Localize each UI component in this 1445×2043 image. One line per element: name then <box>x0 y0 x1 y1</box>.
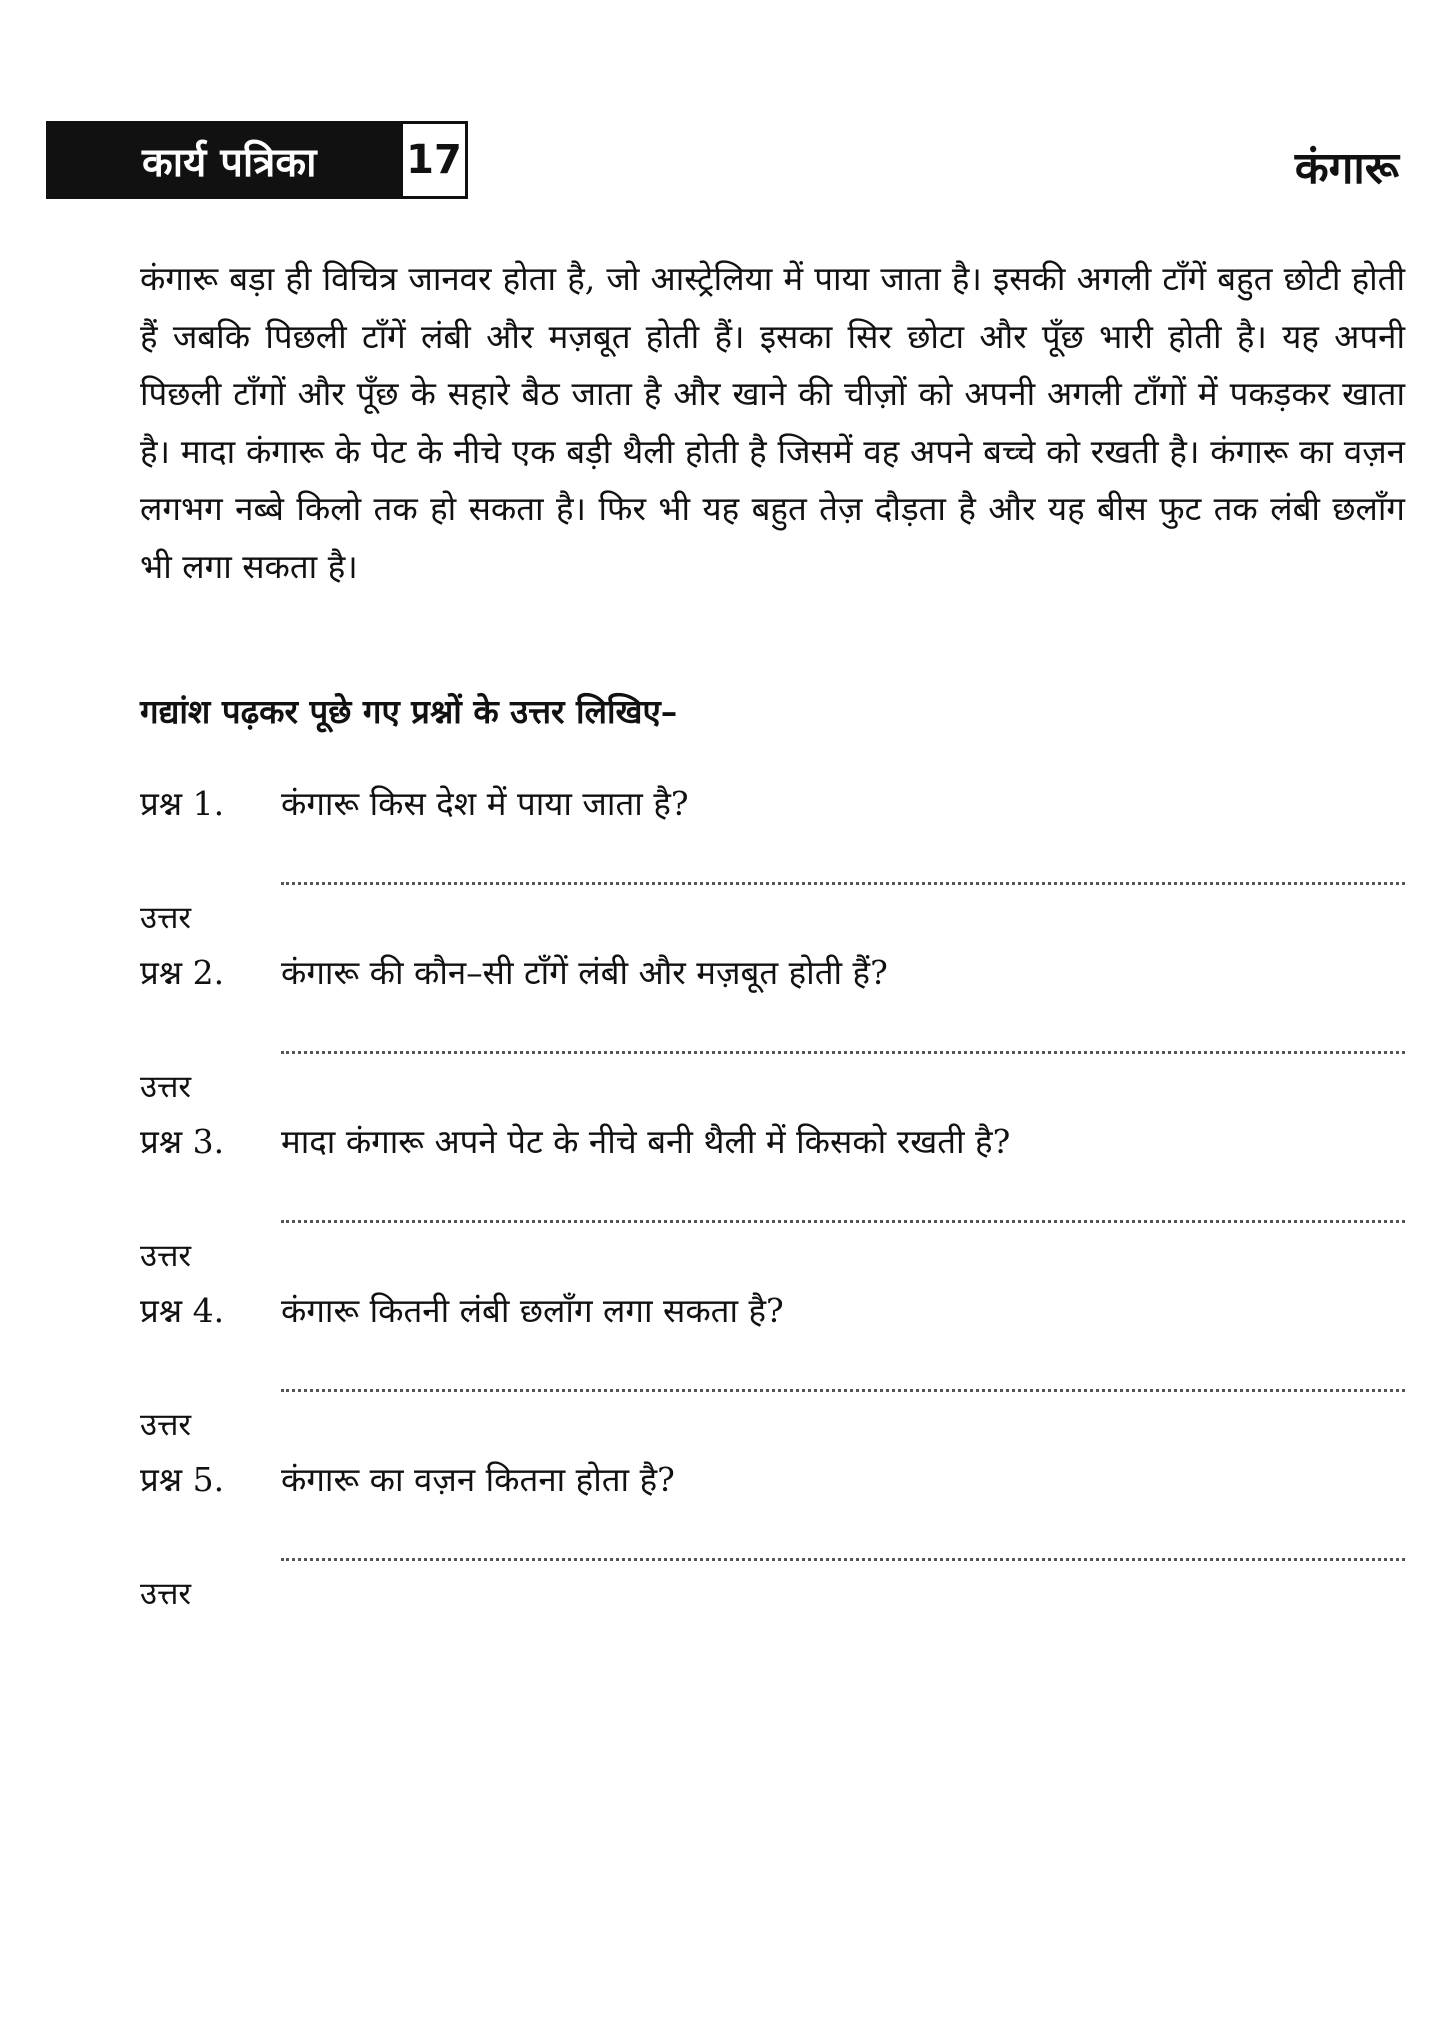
question-number: प्रश्न 5. <box>140 1460 225 1499</box>
answer-label: उत्तर <box>140 1576 192 1612</box>
passage-text: कंगारू बड़ा ही विचित्र जानवर होता है, जो आस्ट्रेलिया में पाया जाता है। इसकी अगली टाँगें बहुत छोटी होती हैं जबकि पिछली टाँगें लंबी और मज़बूत होती हैं। इसका सिर छोटा और पूँछ भारी होती है। यह अपनी पिछली टाँगों और पूँछ के सहारे बैठ जाता है और खाने की चीज़ों को अपनी अगली टाँगों में पकड़कर खाता है। मादा कंगारू के पेट के नीचे एक बड़ी थैली होती है जिसमें वह अपने बच्चे को रखती है। कंगारू का वज़न लगभग नब्बे किलो तक हो सकता है। फिर भी यह बहुत तेज़ दौड़ता है और यह बीस फुट तक लंबी छलाँग भी लगा सकता है। <box>140 259 1405 586</box>
question-block-5 <box>140 1448 1405 1618</box>
answer-line[interactable] <box>281 1389 1405 1392</box>
question-text: कंगारू कितनी लंबी छलाँग लगा सकता है? <box>281 1291 784 1330</box>
question-number: प्रश्न 2. <box>140 953 225 992</box>
question-row <box>140 941 1405 1001</box>
answer-row <box>140 1001 1405 1111</box>
answer-row <box>140 1508 1405 1618</box>
page-title: कंगारू <box>1294 143 1399 194</box>
answer-line[interactable] <box>281 882 1405 885</box>
question-block-3 <box>140 1110 1405 1280</box>
question-block-2 <box>140 941 1405 1111</box>
question-block-1 <box>140 772 1405 942</box>
question-row <box>140 772 1405 832</box>
answer-label: उत्तर <box>140 1069 192 1105</box>
answer-label: उत्तर <box>140 1238 192 1274</box>
question-text: कंगारू किस देश में पाया जाता है? <box>281 784 689 823</box>
question-number: प्रश्न 3. <box>140 1122 225 1161</box>
answer-row <box>140 1170 1405 1280</box>
question-number: प्रश्न 4. <box>140 1291 225 1330</box>
question-text: कंगारू का वज़न कितना होता है? <box>281 1460 675 1499</box>
answer-line[interactable] <box>281 1558 1405 1561</box>
question-number: प्रश्न 1. <box>140 784 225 823</box>
answer-line[interactable] <box>281 1220 1405 1223</box>
question-row <box>140 1448 1405 1508</box>
question-text: कंगारू की कौन–सी टाँगें लंबी और मज़बूत होती हैं? <box>281 953 888 992</box>
question-row <box>140 1110 1405 1170</box>
worksheet-label <box>46 121 400 199</box>
question-row <box>140 1279 1405 1339</box>
sheet-number-box <box>400 121 468 199</box>
question-text: मादा कंगारू अपने पेट के नीचे बनी थैली में किसको रखती है? <box>281 1122 1011 1161</box>
instruction-heading: गद्यांश पढ़कर पूछे गए प्रश्नों के उत्तर लिखिए– <box>140 692 678 731</box>
answer-label: उत्तर <box>140 1407 192 1443</box>
answer-row <box>140 1339 1405 1449</box>
answer-line[interactable] <box>281 1051 1405 1054</box>
worksheet-label-text: कार्य पत्रिका <box>142 139 317 186</box>
answer-label: उत्तर <box>140 900 192 936</box>
question-block-4 <box>140 1279 1405 1449</box>
sheet-number: 17 <box>406 137 462 183</box>
answer-row <box>140 832 1405 942</box>
